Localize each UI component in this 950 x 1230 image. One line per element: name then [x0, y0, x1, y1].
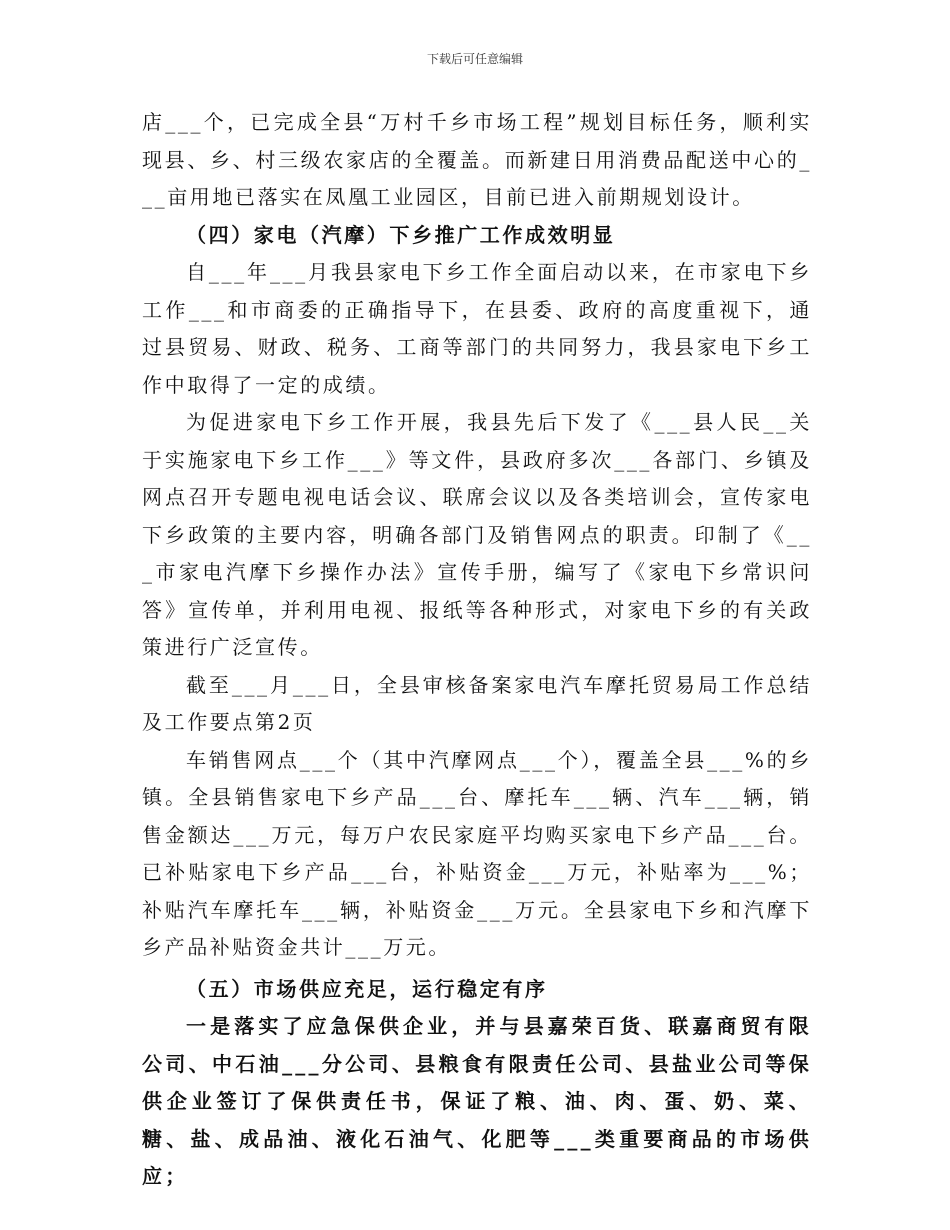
paragraph-appliance-deadline: 截至___月___日，全县审核备案家电汽车摩托贸易局工作总结及工作要点第2页: [142, 672, 812, 734]
paragraph-market-project: 店___个，已完成全县“万村千乡市场工程”规划目标任务，顺利实现县、乡、村三级农家店的全覆盖。而新建日用消费品配送中心的___亩用地已落实在凤凰工业园区，目前已进入前期规划设计。: [142, 110, 812, 209]
paragraph-sales-statistics: 车销售网点___个（其中汽摩网点___个），覆盖全县___%的乡镇。全县销售家电下乡产品___台、摩托车___辆、汽车___辆，销售金额达___万元，每万户农民家庭平均购买家电下乡产品___台。已补贴家电下乡产品___台，补贴资金___万元，补贴率为___%；补贴汽车摩托车___辆，补贴资金___万元。全县家电下乡和汽摩下乡产品补贴资金共计___万元。: [142, 747, 812, 959]
section-heading-4: （四）家电（汽摩）下乡推广工作成效明显: [186, 222, 616, 247]
document-body: [142, 104, 812, 1196]
paragraph-appliance-launch: 自___年___月我县家电下乡工作全面启动以来，在市家电下乡工作___和市商委的正确指导下，在县委、政府的高度重视下，通过县贸易、财政、税务、工商等部门的共同努力，我县家电下乡工作中取得了一定的成绩。: [142, 260, 812, 397]
page-header: 下载后可任意编辑: [426, 52, 523, 66]
paragraph-emergency-supply: 一是落实了应急保供企业，并与县嘉荣百货、联嘉商贸有限公司、中石油___分公司、县粮食有限责任公司、县盐业公司等保供企业签订了保供责任书，保证了粮、油、肉、蛋、奶、菜、糖、盐、成品油、液化石油气、化肥等___类重要商品的市场供应；: [142, 1014, 812, 1188]
paragraph-appliance-promotion: 为促进家电下乡工作开展，我县先后下发了《___县人民__关于实施家电下乡工作___》等文件，县政府多次___各部门、乡镇及网点召开专题电视电话会议、联席会议以及各类培训会，宣传家电下乡政策的主要内容，明确各部门及销售网点的职责。印制了《___市家电汽摩下乡操作办法》宣传手册，编写了《家电下乡常识问答》宣传单，并利用电视、报纸等各种形式，对家电下乡的有关政策进行广泛宣传。: [142, 410, 812, 659]
section-heading-5: （五）市场供应充足，运行稳定有序: [186, 976, 548, 1001]
